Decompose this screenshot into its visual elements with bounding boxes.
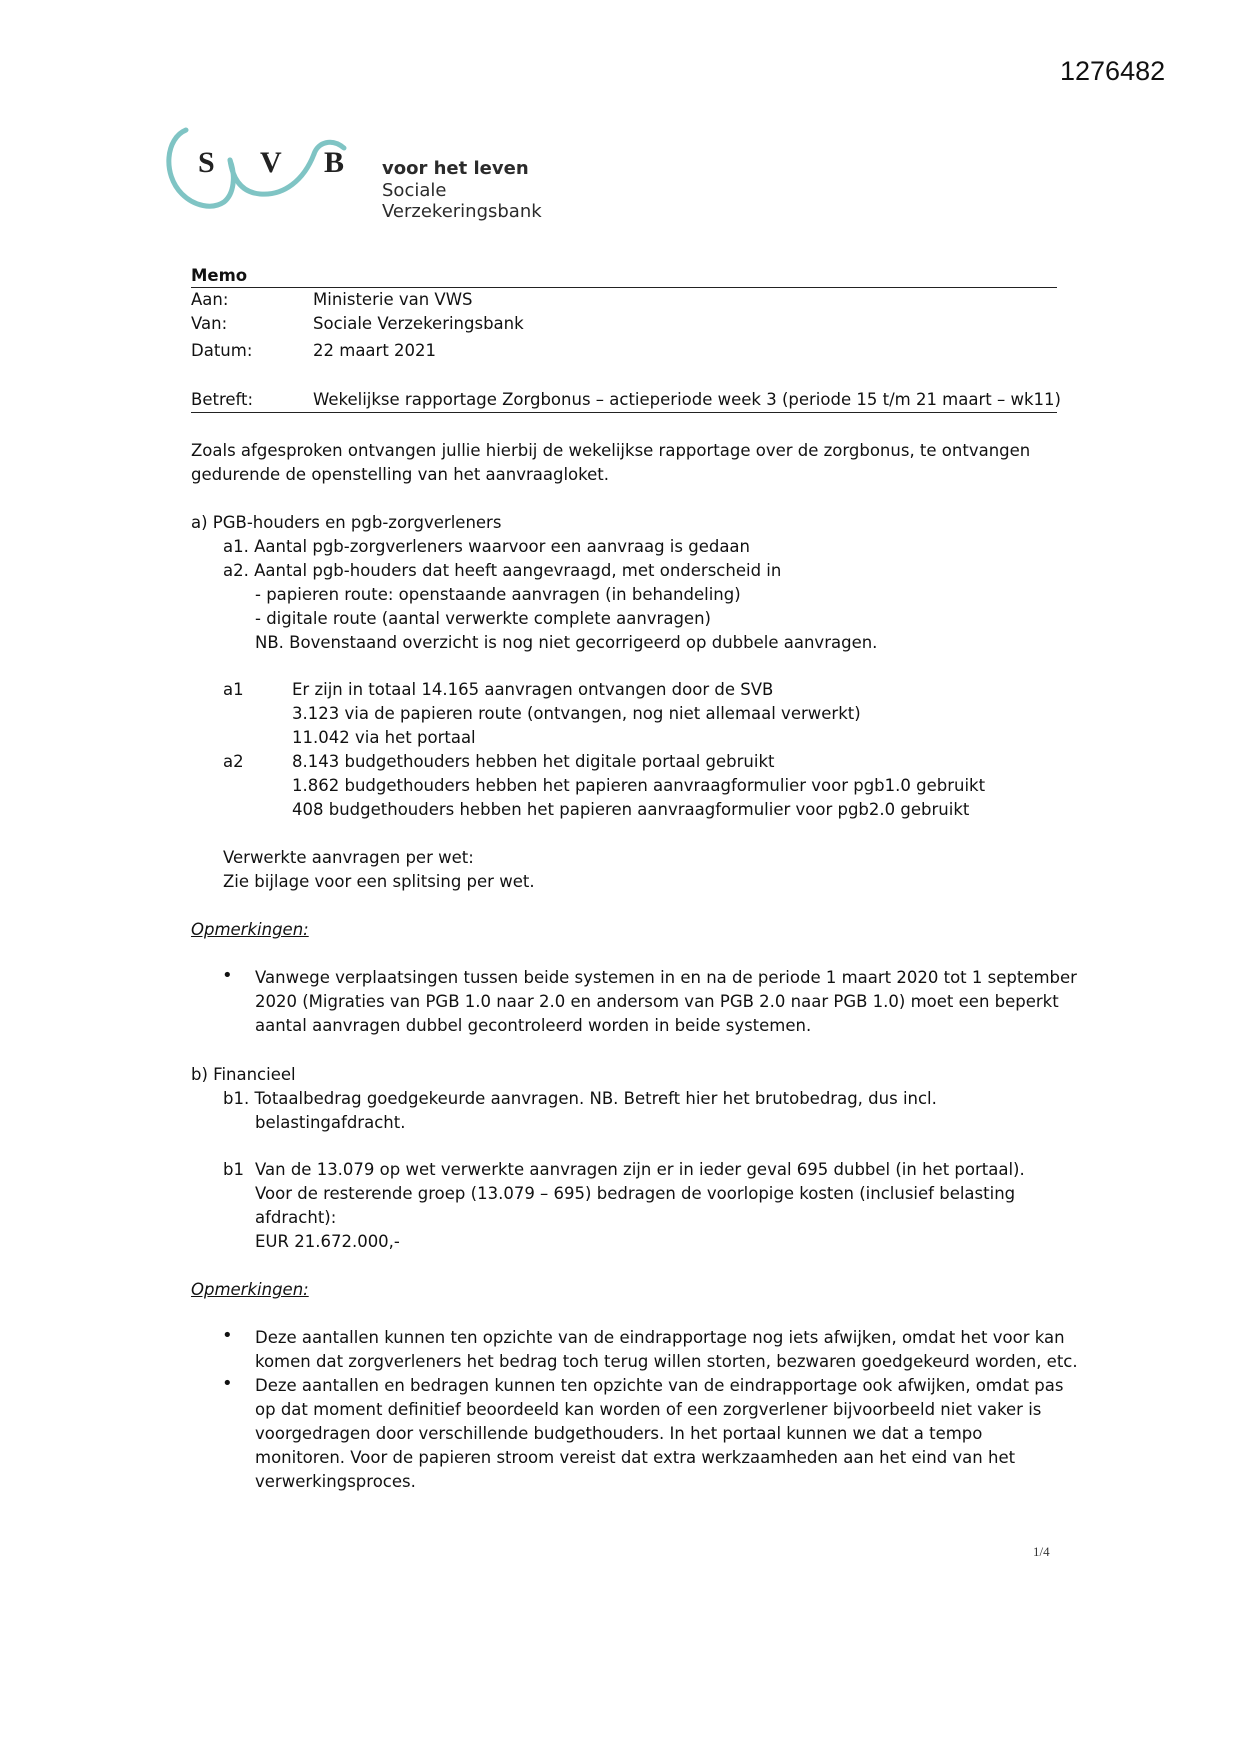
intro-line: Zoals afgesproken ontvangen jullie hierbij de wekelijkse rapportage over de zorgbonus, te ontvangen bbox=[191, 441, 1031, 460]
result-line: 8.143 budgethouders hebben het digitale portaal gebruikt bbox=[292, 752, 775, 771]
intro-line: gedurende de openstelling van het aanvraagloket. bbox=[191, 465, 609, 484]
date-label: Datum: bbox=[191, 341, 253, 360]
remark-line: 2020 (Migraties van PGB 1.0 naar 2.0 en andersom van PGB 2.0 naar PGB 1.0) moet een beperkt bbox=[255, 992, 1059, 1011]
result-line: 1.862 budgethouders hebben het papieren aanvraagformulier voor pgb1.0 gebruikt bbox=[292, 776, 986, 795]
logo-tagline-bold: voor het leven bbox=[382, 158, 529, 179]
subject-value: Wekelijkse rapportage Zorgbonus – actieperiode week 3 (periode 15 t/m 21 maart – wk11) bbox=[313, 390, 1061, 409]
remark-line: Vanwege verplaatsingen tussen beide systemen in en na de periode 1 maart 2020 tot 1 september bbox=[255, 968, 1077, 987]
subject-label: Betreft: bbox=[191, 390, 254, 409]
logo-tagline: Sociale Verzekeringsbank bbox=[382, 180, 542, 222]
result-line: 408 budgethouders hebben het papieren aanvraagformulier voor pgb2.0 gebruikt bbox=[292, 800, 970, 819]
remark-line: komen dat zorgverleners het bedrag toch terug willen storten, bezwaren goedgekeurd worden, etc. bbox=[255, 1352, 1078, 1371]
remark-line: Deze aantallen kunnen ten opzichte van de eindrapportage nog iets afwijken, omdat het voor kan bbox=[255, 1328, 1065, 1347]
from-label: Van: bbox=[191, 314, 228, 333]
section-a2: a2. Aantal pgb-houders dat heeft aangevraagd, met onderscheid in bbox=[223, 561, 782, 580]
logo-letter-s: S bbox=[198, 146, 215, 179]
result-line: Er zijn in totaal 14.165 aanvragen ontvangen door de SVB bbox=[292, 680, 774, 699]
section-a2-sub: - digitale route (aantal verwerkte complete aanvragen) bbox=[255, 609, 711, 628]
document-number: 1276482 bbox=[1060, 56, 1166, 86]
svb-logo bbox=[164, 124, 604, 224]
remarks-title: Opmerkingen: bbox=[191, 920, 309, 939]
section-a-nb: NB. Bovenstaand overzicht is nog niet gecorrigeerd op dubbele aanvragen. bbox=[255, 633, 878, 652]
remark-line: voorgedragen door verschillende budgethouders. In het portaal kunnen we dat a tempo bbox=[255, 1424, 983, 1443]
result-a2-label: a2 bbox=[223, 752, 244, 771]
section-b1: belastingafdracht. bbox=[255, 1113, 406, 1132]
remark-line: verwerkingsproces. bbox=[255, 1472, 416, 1491]
section-a-title: a) PGB-houders en pgb-zorgverleners bbox=[191, 513, 502, 532]
result-amount: EUR 21.672.000,- bbox=[255, 1232, 400, 1251]
remarks-title: Opmerkingen: bbox=[191, 1280, 309, 1299]
result-line: Van de 13.079 op wet verwerkte aanvragen zijn er in ieder geval 695 dubbel (in het portaal). bbox=[255, 1160, 1025, 1179]
header-rule-bottom bbox=[191, 412, 1057, 413]
remark-line: aantal aanvragen dubbel gecontroleerd worden in beide systemen. bbox=[255, 1016, 812, 1035]
section-a2-sub: - papieren route: openstaande aanvragen (in behandeling) bbox=[255, 585, 741, 604]
result-line: Voor de resterende groep (13.079 – 695) bedragen de voorlopige kosten (inclusief belasting bbox=[255, 1184, 1016, 1203]
result-a1-label: a1 bbox=[223, 680, 244, 699]
page-number: 1/4 bbox=[1033, 1544, 1050, 1559]
per-law-line: Verwerkte aanvragen per wet: bbox=[223, 848, 474, 867]
remark-line: op dat moment definitief beoordeeld kan worden of een zorgverlener bijvoorbeeld niet vaker is bbox=[255, 1400, 1042, 1419]
to-value: Ministerie van VWS bbox=[313, 290, 473, 309]
result-line: afdracht): bbox=[255, 1208, 337, 1227]
result-line: 11.042 via het portaal bbox=[292, 728, 476, 747]
bullet-icon: • bbox=[222, 965, 233, 986]
per-law-line: Zie bijlage voor een splitsing per wet. bbox=[223, 872, 535, 891]
result-line: 3.123 via de papieren route (ontvangen, nog niet allemaal verwerkt) bbox=[292, 704, 861, 723]
bullet-icon: • bbox=[222, 1373, 233, 1394]
section-b1: b1. Totaalbedrag goedgekeurde aanvragen. NB. Betreft hier het brutobedrag, dus incl. bbox=[223, 1089, 937, 1108]
logo-letter-v: V bbox=[260, 146, 282, 179]
to-label: Aan: bbox=[191, 290, 229, 309]
date-value: 22 maart 2021 bbox=[313, 341, 437, 360]
remark-line: monitoren. Voor de papieren stroom vereist dat extra werkzaamheden aan het eind van het bbox=[255, 1448, 1016, 1467]
memo-title: Memo bbox=[191, 266, 248, 285]
bullet-icon: • bbox=[222, 1325, 233, 1346]
from-value: Sociale Verzekeringsbank bbox=[313, 314, 524, 333]
remark-line: Deze aantallen en bedragen kunnen ten opzichte van de eindrapportage ook afwijken, omdat pas bbox=[255, 1376, 1064, 1395]
section-a1: a1. Aantal pgb-zorgverleners waarvoor een aanvraag is gedaan bbox=[223, 537, 750, 556]
section-b-title: b) Financieel bbox=[191, 1065, 296, 1084]
logo-letter-b: B bbox=[324, 146, 345, 179]
result-b1-label: b1 bbox=[223, 1160, 244, 1179]
